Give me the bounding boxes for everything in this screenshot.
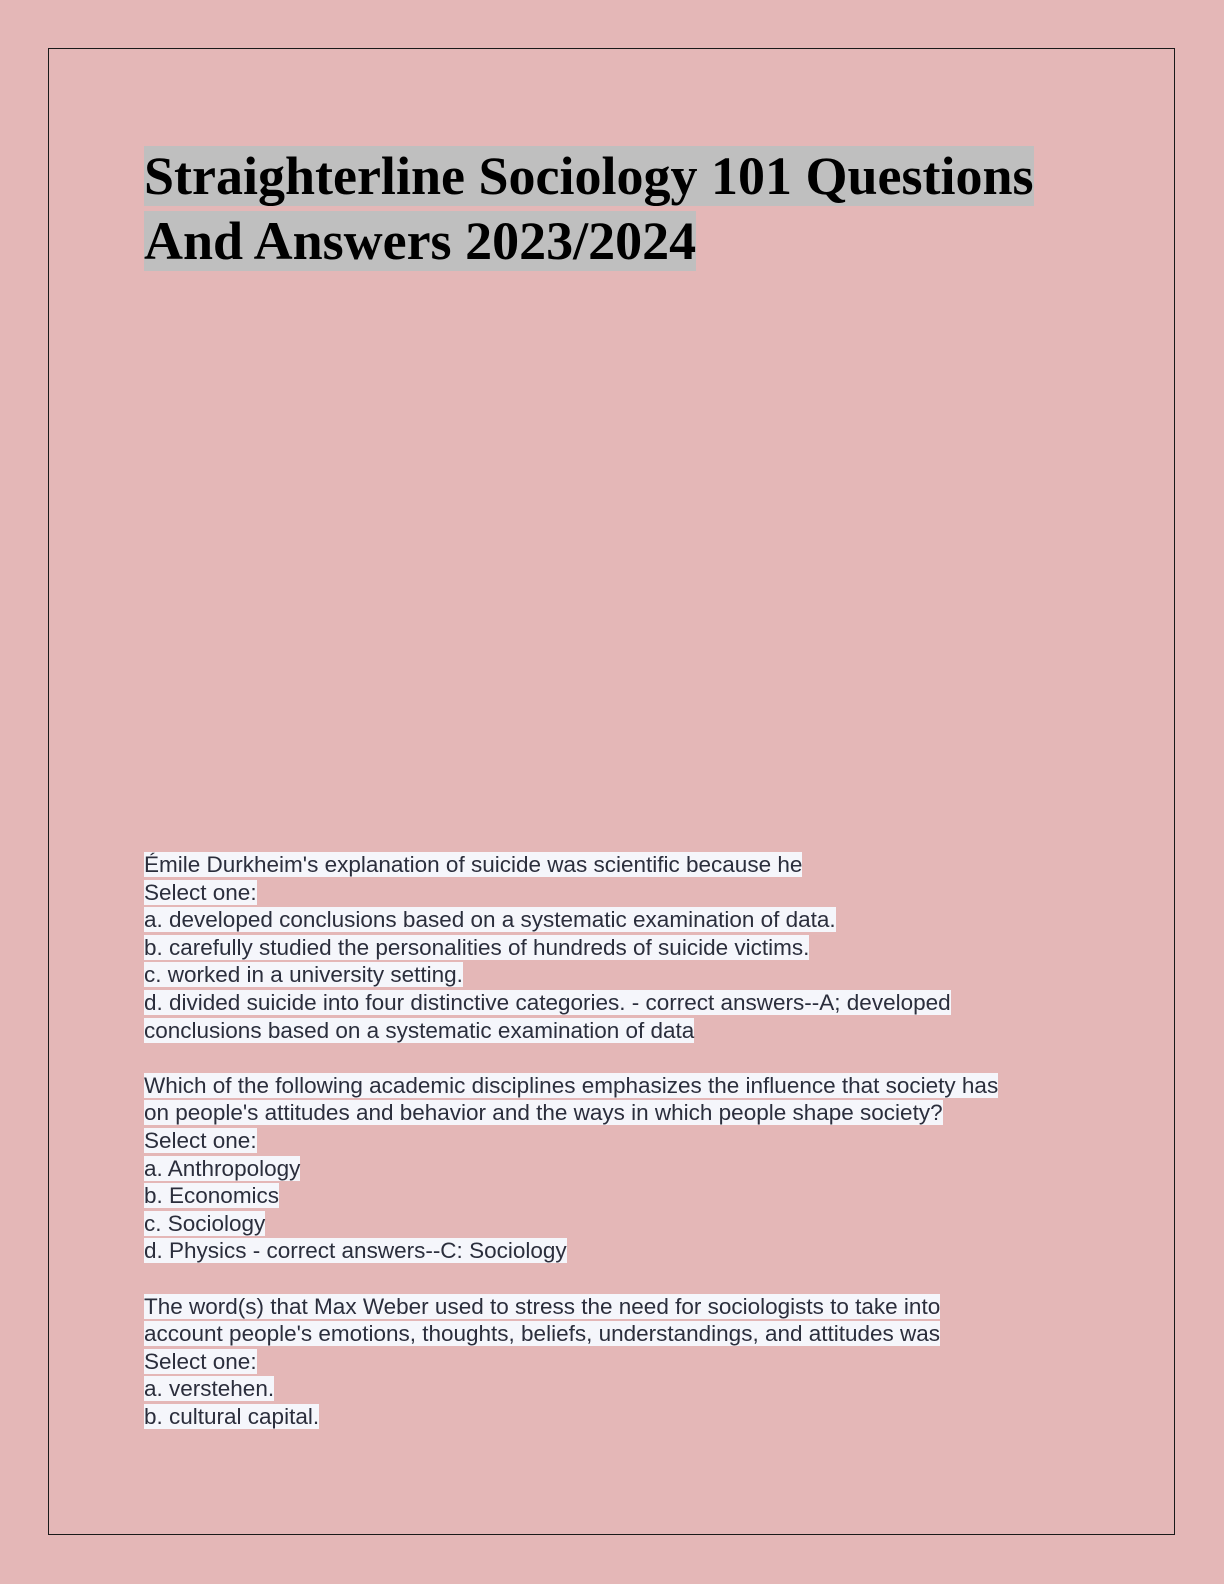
- title-line: Straighterline Sociology 101 Questions: [144, 146, 1034, 206]
- question-text-continuation: on people's attitudes and behavior and the ways in which people shape society?: [144, 1100, 943, 1126]
- title-line: And Answers 2023/2024: [144, 211, 697, 271]
- question-text-continuation: account people's emotions, thoughts, beliefs, understandings, and attitudes was: [144, 1321, 941, 1347]
- document-title: [144, 144, 1084, 274]
- option-c: c. Sociology: [144, 1210, 266, 1236]
- option-b: b. cultural capital.: [144, 1403, 320, 1429]
- option-b: b. Economics: [144, 1183, 280, 1209]
- select-one-label: Select one:: [144, 1127, 257, 1153]
- option-b: b. carefully studied the personalities of hundreds of suicide victims.: [144, 934, 810, 960]
- question-text: Which of the following academic disciplines emphasizes the influence that society has: [144, 1072, 999, 1098]
- option-c: c. worked in a university setting.: [144, 962, 463, 988]
- option-a: a. verstehen.: [144, 1376, 275, 1402]
- answer-continuation: conclusions based on a systematic examination of data: [144, 1017, 695, 1043]
- option-a: a. Anthropology: [144, 1155, 301, 1181]
- select-one-label: Select one:: [144, 1348, 257, 1374]
- option-d-with-answer: d. Physics - correct answers--C: Sociology: [144, 1238, 567, 1264]
- option-a: a. developed conclusions based on a systematic examination of data.: [144, 907, 836, 933]
- question-block-3: [144, 1293, 1074, 1431]
- question-block-1: [144, 851, 1074, 1044]
- question-block-2: [144, 1072, 1074, 1265]
- option-d-with-answer: d. divided suicide into four distinctive categories. - correct answers--A; developed: [144, 989, 951, 1015]
- question-list: [144, 851, 1074, 1458]
- question-text: The word(s) that Max Weber used to stress the need for sociologists to take into: [144, 1293, 941, 1319]
- question-text: Émile Durkheim's explanation of suicide was scientific because he: [144, 852, 803, 877]
- select-one-label: Select one:: [144, 879, 257, 905]
